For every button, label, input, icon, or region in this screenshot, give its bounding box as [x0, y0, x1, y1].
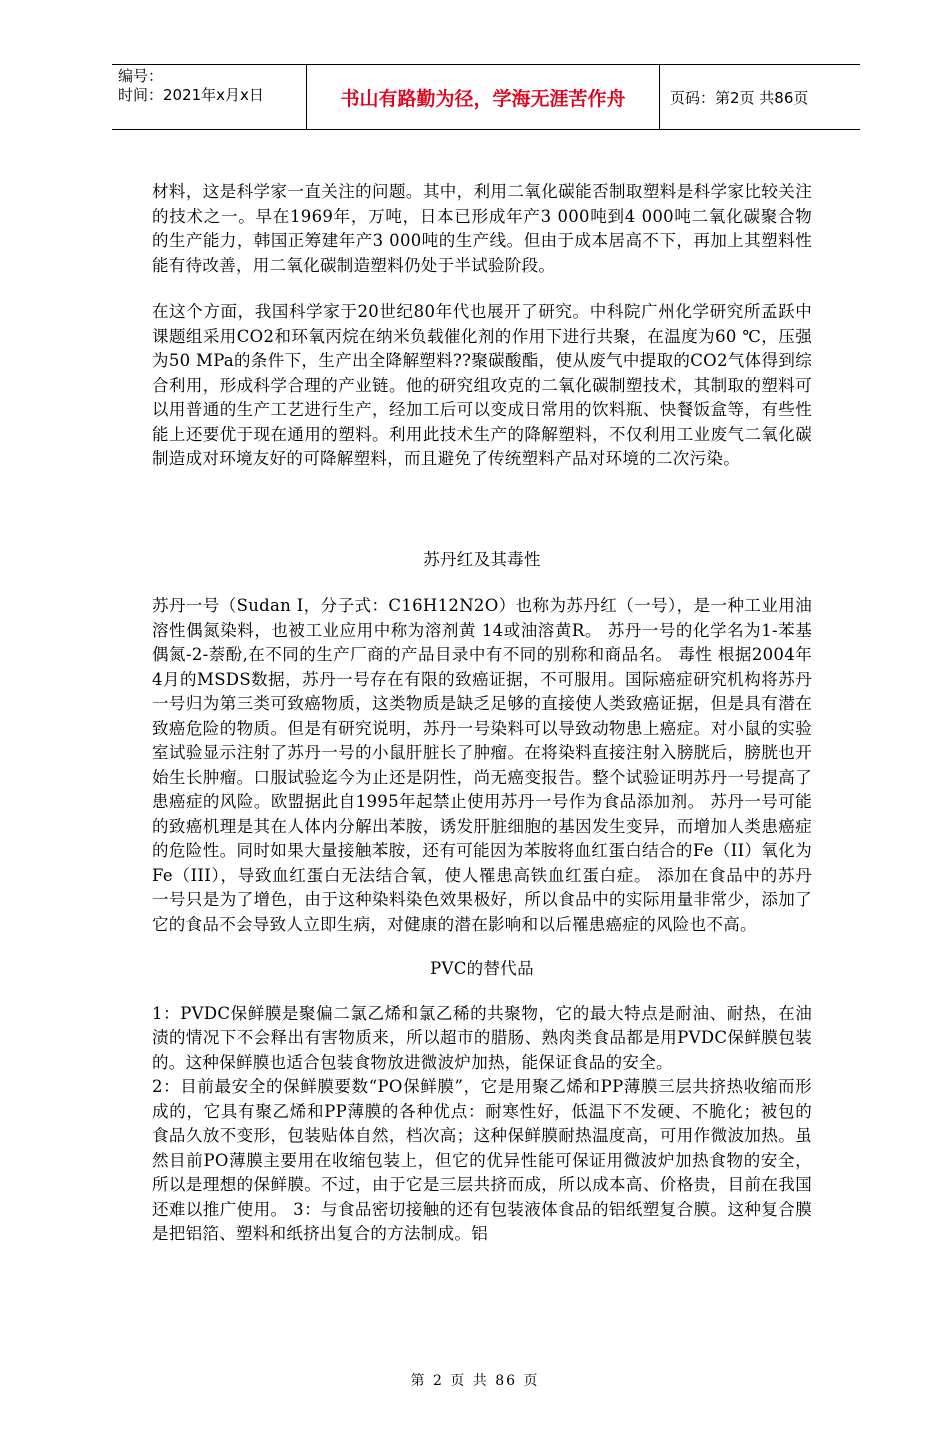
- paragraph: 1：PVDC保鲜膜是聚偏二氯乙烯和氯乙稀的共聚物，它的最大特点是耐油、耐热，在油渍的情况下不会释出有害物质来，所以超市的腊肠、熟肉类食品都是用PVDC保鲜膜包装的。这种保鲜膜也适合包装食物放进微波炉加热，能保证食品的安全。: [152, 1003, 812, 1072]
- date-label: 时间：2021年x月x日: [118, 86, 264, 104]
- paragraph: 在这个方面，我国科学家于20世纪80年代也展开了研究。中科院广州化学研究所孟跃中课题组采用CO2和环氧丙烷在纳米负载催化剂的作用下进行共聚，在温度为60 ℃，压强为50 MPa的条件下，生产出全降解塑料??聚碳酸酯，使从废气中提取的CO2气体得到综合利用，形成科学合理的产业链。他的研究组攻克的二氧化碳制塑技术，其制取的塑料可以用普通的生产工艺进行生产，经加工后可以变成日常用的饮料瓶、快餐饭盒等，有些性能上还要优于现在通用的塑料。利用此技术生产的降解塑料，不仅利用工业废气二氧化碳制造成对环境友好的可降解塑料，而且避免了传统塑料产品对环境的二次污染。: [152, 302, 812, 468]
- serial-label: 编号：: [118, 67, 164, 85]
- paragraph: 苏丹一号（Sudan I，分子式：C16H12N2O）也称为苏丹红（一号），是一种工业用油溶性偶氮染料，也被工业应用中称为溶剂黄 14或油溶黄R。 苏丹一号的化学名为1-苯基偶氮-2-萘酚,在不同的生产厂商的产品目录中有不同的别称和商品名。 毒性 根据2004年4月的MSDS数据，苏丹一号存在有限的致癌证据，不可服用。国际癌症研究机构将苏丹一号归为第三类可致癌物质，这类物质是缺乏足够的直接使人类致癌证据，但是具有潜在致癌危险的物质。但是有研究说明，苏丹一号染料可以导致动物患上癌症。对小鼠的实验室试验显示注射了苏丹一号的小鼠肝脏长了肿瘤。在将染料直接注射入膀胱后，膀胱也开始生长肿瘤。口服试验迄今为止还是阴性，尚无癌变报告。整个试验证明苏丹一号提高了患癌症的风险。欧盟据此自1995年起禁止使用苏丹一号作为食品添加剂。 苏丹一号可能的致癌机理是其在人体内分解出苯胺，诱发肝脏细胞的基因发生变异，而增加人类患癌症的危险性。同时如果大量接触苯胺，还有可能因为苯胺将血红蛋白结合的Fe（II）氧化为Fe（III），导致血红蛋白无法结合氧，使人罹患高铁血红蛋白症。 添加在食品中的苏丹一号只是为了增色，由于这种染料染色效果极好，所以食品中的实际用量非常少，添加了它的食品不会导致人立即生病，对健康的潜在影响和以后罹患癌症的风险也不高。: [152, 596, 812, 934]
- page-footer: 第 2 页 共 86 页: [410, 1373, 540, 1389]
- paragraph: 材料，这是科学家一直关注的问题。其中，利用二氧化碳能否制取塑料是科学家比较关注的技术之一。早在1969年，万吨，日本已形成年产3 000吨到4 000吨二氧化碳聚合物的生产能力，韩国正筹建年产3 000吨的生产线。但由于成本居高不下，再加上其塑料性能有待改善，用二氧化碳制造塑料仍处于半试验阶段。: [152, 182, 812, 275]
- header-page-info: [660, 65, 860, 129]
- header-meta: [112, 65, 307, 129]
- paragraph: 2：目前最安全的保鲜膜要数“PO保鲜膜”，它是用聚乙烯和PP薄膜三层共挤热收缩而形成的，它具有聚乙烯和PP薄膜的各种优点：耐寒性好，低温下不发硬、不脆化；被包的食品久放不变形，包装贴体自然，档次高；这种保鲜膜耐热温度高，可用作微波加热。虽然目前PO薄膜主要用在收缩包装上，但它的优异性能可保证用微波炉加热食物的安全，所以是理想的保鲜膜。不过，由于它是三层共挤而成，所以成本高、价格贵，目前在我国还难以推广使用。 3：与食品密切接触的还有包装液体食品的铝纸塑复合膜。这种复合膜是把铝箔、塑料和纸挤出复合的方法制成。铝: [152, 1077, 812, 1243]
- page-info-text: 页码：第2页 共86页: [670, 88, 809, 107]
- header-motto: [307, 65, 660, 129]
- page-header: [112, 64, 860, 130]
- document-body: [152, 180, 812, 1247]
- section-heading: 苏丹红及其毒性: [423, 549, 541, 569]
- section-heading: PVC的替代品: [430, 959, 534, 978]
- motto-text: 书山有路勤为径，学海无涯苦作舟: [340, 87, 626, 110]
